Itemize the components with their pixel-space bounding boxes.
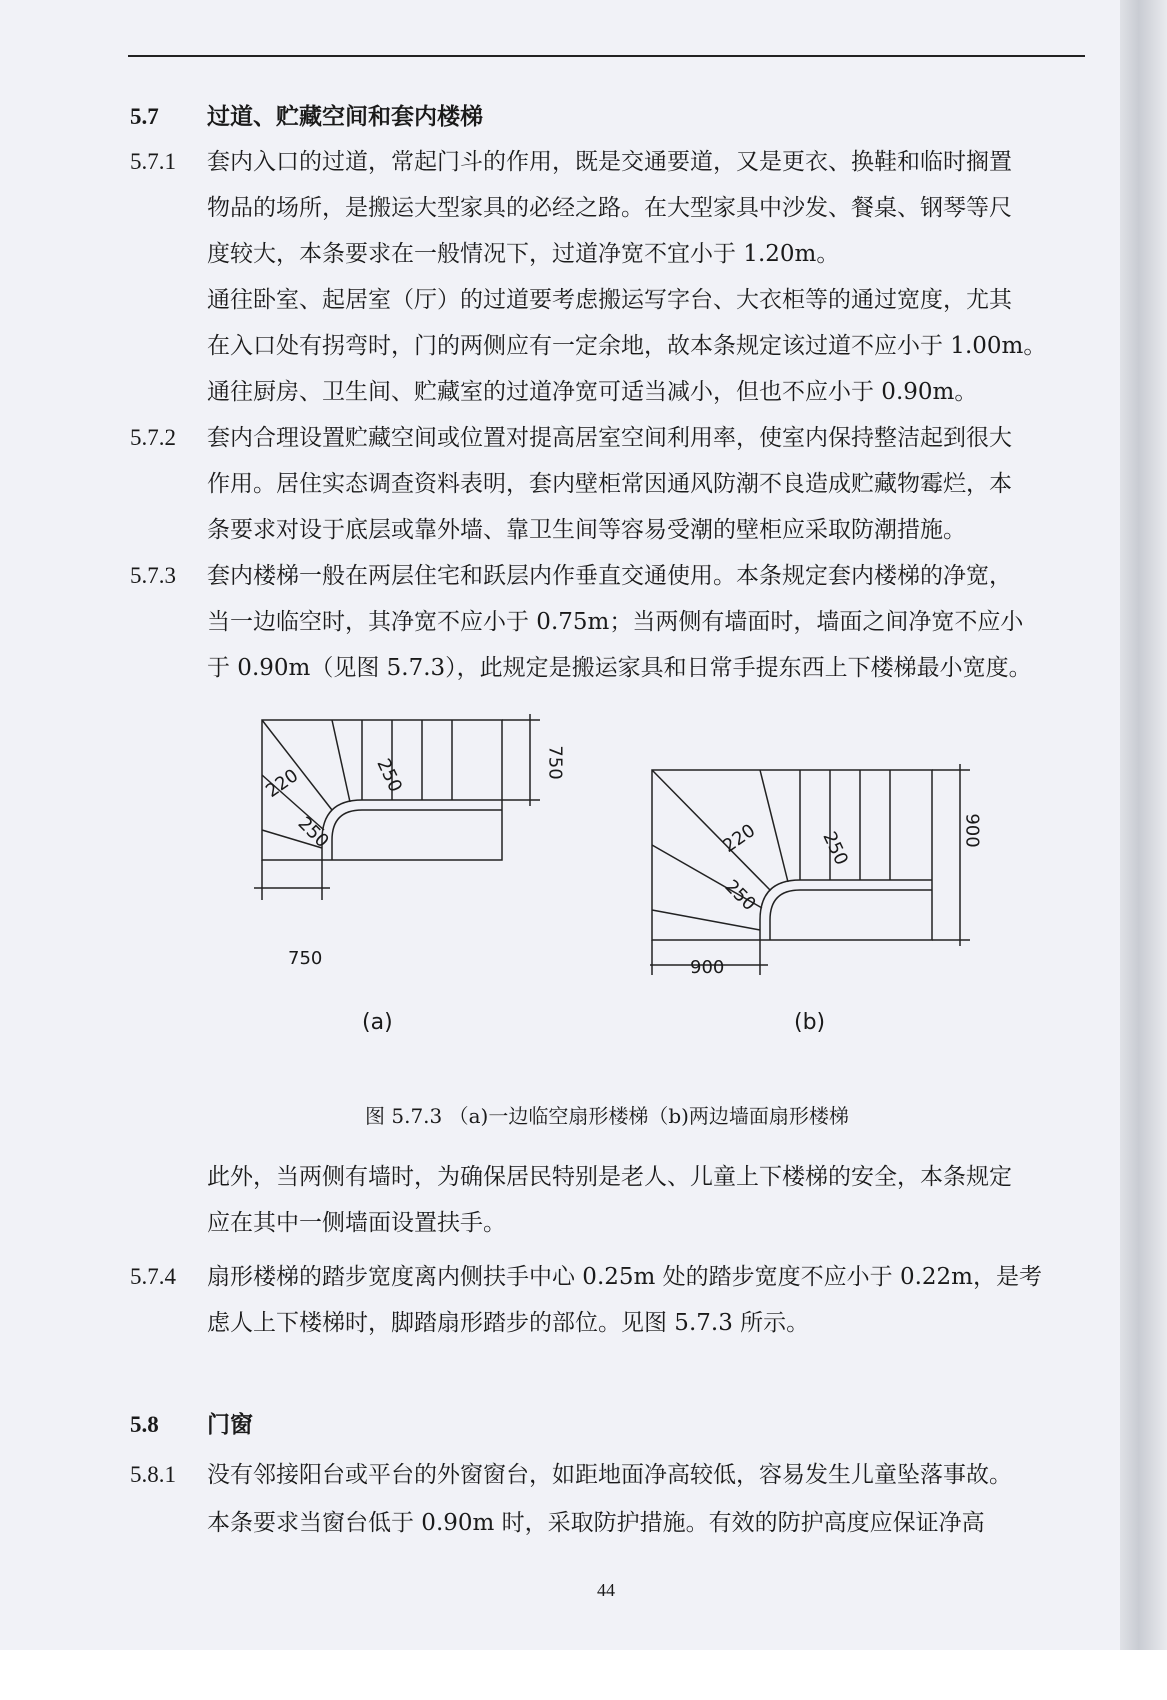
text-line: 没有邻接阳台或平台的外窗窗台，如距地面净高较低，容易发生儿童坠落事故。	[207, 1462, 1012, 1488]
text-line: 条要求对设于底层或靠外墙、靠卫生间等容易受潮的壁柜应采取防潮措施。	[207, 517, 966, 543]
text-line: 本条要求当窗台低于 0.90m 时，采取防护措施。有效的防护高度应保证净高	[207, 1510, 985, 1536]
header-rule	[128, 55, 1085, 57]
clause-number: 5.8.1	[130, 1462, 176, 1487]
clause-number: 5.7.4	[130, 1264, 176, 1289]
scan-margin	[0, 1650, 1167, 1700]
text-line: 物品的场所，是搬运大型家具的必经之路。在大型家具中沙发、餐桌、钢琴等尺	[207, 195, 1012, 221]
text-line: 应在其中一侧墙面设置扶手。	[207, 1210, 506, 1236]
clause-number: 5.7.1	[130, 149, 176, 174]
dim-label: 220	[719, 820, 760, 857]
clause-number: 5.7.2	[130, 425, 176, 450]
dim-label: 750	[288, 948, 323, 969]
dim-label: 250	[818, 828, 852, 869]
dim-label: 900	[961, 813, 983, 848]
stair-diagram-a	[240, 700, 570, 960]
dim-label: 250	[293, 812, 333, 853]
text-line: 当一边临空时，其净宽不应小于 0.75m；当两侧有墙面时，墙面之间净宽不应小	[207, 609, 1024, 635]
clause-number: 5.7.3	[130, 563, 176, 588]
dim-label: 750	[544, 745, 566, 780]
text-line: 此外，当两侧有墙时，为确保居民特别是老人、儿童上下楼梯的安全，本条规定	[207, 1164, 1012, 1190]
dim-label: 900	[690, 957, 725, 978]
figure-a-label: (a)	[362, 1010, 393, 1035]
page-number: 44	[597, 1580, 615, 1600]
stair-diagram-b	[650, 760, 1000, 990]
text-line: 作用。居住实态调查资料表明，套内壁柜常因通风防潮不良造成贮藏物霉烂，本	[207, 471, 1012, 497]
text-line: 套内合理设置贮藏空间或位置对提高居室空间利用率，使室内保持整洁起到很大	[207, 425, 1012, 451]
section-number: 5.7	[130, 104, 159, 129]
text-line: 通往卧室、起居室（厅）的过道要考虑搬运写字台、大衣柜等的通过宽度，尤其	[207, 287, 1012, 313]
text-line: 扇形楼梯的踏步宽度离内侧扶手中心 0.25m 处的踏步宽度不应小于 0.22m，是考	[207, 1264, 1042, 1290]
dim-label: 250	[720, 875, 760, 916]
text-line: 度较大，本条要求在一般情况下，过道净宽不宜小于 1.20m。	[207, 241, 840, 267]
section-title: 门窗	[207, 1411, 253, 1438]
text-line: 套内楼梯一般在两层住宅和跃层内作垂直交通使用。本条规定套内楼梯的净宽，	[207, 563, 1012, 589]
section-title: 过道、贮藏空间和套内楼梯	[207, 103, 483, 130]
page-edge-shadow	[1120, 0, 1167, 1700]
text-line: 在入口处有拐弯时，门的两侧应有一定余地，故本条规定该过道不应小于 1.00m。	[207, 333, 1047, 359]
text-line: 于 0.90m（见图 5.7.3），此规定是搬运家具和日常手提东西上下楼梯最小宽度。	[207, 655, 1032, 681]
text-line: 虑人上下楼梯时，脚踏扇形踏步的部位。见图 5.7.3 所示。	[207, 1310, 810, 1336]
dim-label: 220	[262, 765, 303, 802]
figure-b-label: (b)	[794, 1010, 826, 1035]
figure-caption: 图 5.7.3 （a)一边临空扇形楼梯（b)两边墙面扇形楼梯	[365, 1104, 849, 1128]
section-number: 5.8	[130, 1412, 159, 1437]
text-line: 通往厨房、卫生间、贮藏室的过道净宽可适当减小，但也不应小于 0.90m。	[207, 379, 978, 405]
dim-label: 250	[372, 755, 406, 796]
text-line: 套内入口的过道，常起门斗的作用，既是交通要道，又是更衣、换鞋和临时搁置	[207, 149, 1012, 175]
